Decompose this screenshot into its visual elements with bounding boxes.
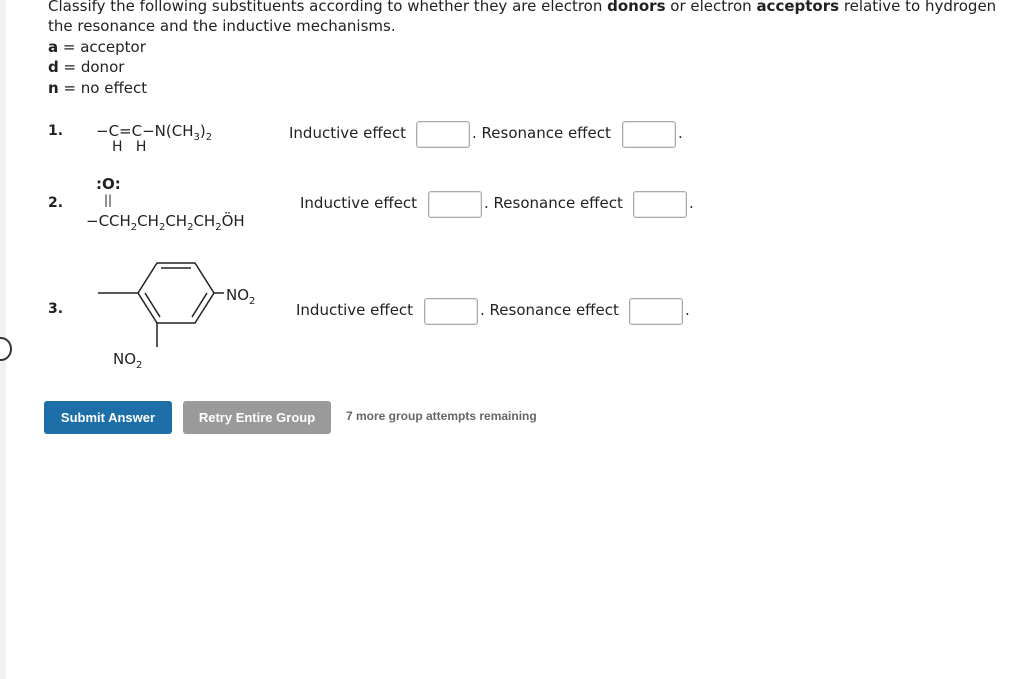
instructions-text-4: the resonance and the inductive mechanisms.	[48, 17, 396, 35]
legend-key-n: n	[48, 79, 59, 97]
structure-2-sub: 2	[158, 222, 166, 233]
question-number-3: 3.	[48, 301, 64, 317]
structure-1-sub: 3	[193, 132, 200, 143]
q2-resonance-input[interactable]	[633, 191, 687, 218]
legend-key-d: d	[48, 58, 59, 76]
question-number-1: 1.	[48, 123, 64, 139]
legend-sep: =	[58, 79, 81, 97]
no2-text: NO	[113, 350, 137, 368]
structure-2-ch: CH	[137, 212, 159, 230]
q3-inductive-label: Inductive effect	[296, 301, 414, 319]
instructions-text-1: Classify the following substituents according to whether they are electron	[48, 0, 608, 15]
q3-resonance-input[interactable]	[629, 298, 683, 325]
retry-entire-group-button[interactable]: Retry Entire Group	[183, 401, 331, 434]
q2-inductive-input[interactable]	[428, 191, 482, 218]
benzene-inner-bond-left	[145, 293, 160, 317]
instructions	[48, 0, 1024, 36]
q3-end-period: .	[685, 301, 690, 319]
legend-donor	[48, 57, 124, 77]
no2-text: NO	[226, 286, 250, 304]
legend-sep: =	[58, 58, 81, 76]
instructions-text-3: relative to hydrogen	[839, 0, 997, 15]
q2-end-period: .	[689, 194, 694, 212]
question-number-2: 2.	[48, 195, 64, 211]
structure-2-double-bond: ||	[104, 193, 113, 207]
legend-acceptor	[48, 37, 146, 57]
structure-1-sub2: 2	[205, 132, 213, 143]
legend-value-donor: donor	[80, 58, 125, 76]
legend-no-effect	[48, 78, 147, 98]
structure-2-carbonyl-oxygen: :O:	[96, 175, 121, 193]
structure-2-c: −CCH	[86, 212, 131, 230]
instructions-donors: donors	[607, 0, 666, 15]
structure-1-hydrogens: H H	[112, 139, 147, 155]
q3-resonance-label: . Resonance effect	[480, 301, 619, 319]
structure-3-no2-bottom	[113, 350, 142, 371]
structure-1-paren: )	[199, 122, 206, 140]
attempts-remaining-text: 7 more group attempts remaining	[346, 409, 537, 423]
q1-resonance-label: . Resonance effect	[472, 124, 611, 142]
structure-2-chain	[86, 212, 245, 233]
q2-inductive-label: Inductive effect	[300, 194, 418, 212]
structure-2-ch: CH	[193, 212, 216, 230]
q1-inductive-label: Inductive effect	[289, 124, 407, 142]
structure-1-main: −C=C−N(CH	[96, 122, 194, 140]
side-panel-toggle[interactable]	[0, 337, 12, 361]
no2-sub: 2	[136, 360, 143, 371]
structure-2-sub: 2	[187, 222, 194, 233]
q3-inductive-input[interactable]	[424, 298, 478, 325]
benzene-ring	[138, 263, 214, 323]
instructions-text-2: or electron	[665, 0, 757, 15]
benzene-inner-bond-right	[192, 293, 207, 317]
legend-value-acceptor: acceptor	[80, 38, 146, 56]
no2-sub: 2	[249, 296, 256, 307]
legend-value-no-effect: no effect	[80, 79, 148, 97]
submit-answer-button[interactable]: Submit Answer	[44, 401, 172, 434]
structure-2-sub: 2	[215, 222, 222, 233]
legend-sep: =	[58, 38, 81, 56]
structure-2-ch: CH	[165, 212, 188, 230]
q2-resonance-label: . Resonance effect	[484, 194, 623, 212]
structure-2-oh: ÖH	[221, 212, 245, 230]
structure-2-sub: 2	[130, 222, 138, 233]
q1-end-period: .	[678, 124, 683, 142]
instructions-acceptors: acceptors	[756, 0, 840, 15]
q1-inductive-input[interactable]	[416, 121, 470, 148]
legend-key-a: a	[48, 38, 59, 56]
structure-3-no2-right	[226, 286, 255, 307]
q1-resonance-input[interactable]	[622, 121, 676, 148]
